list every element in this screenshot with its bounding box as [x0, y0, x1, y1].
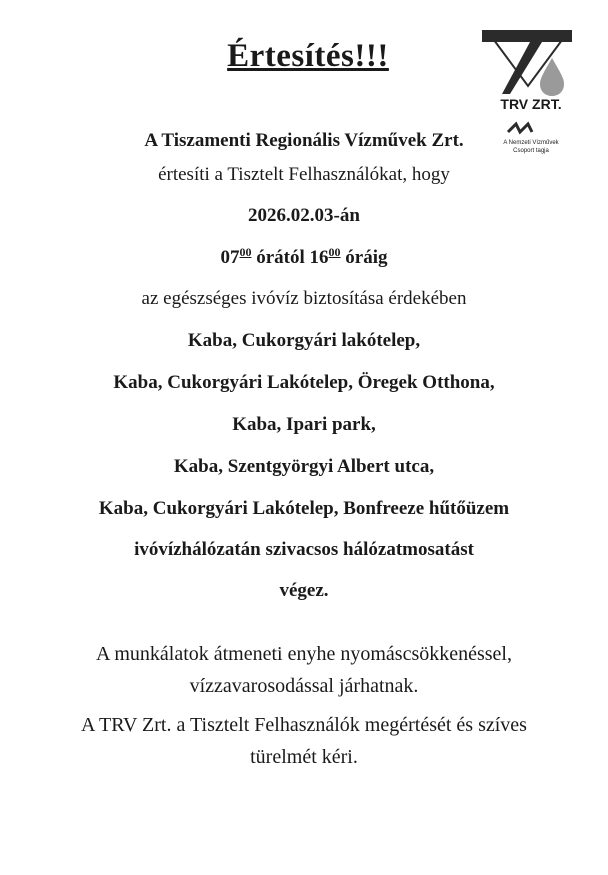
location-line: Kaba, Ipari park,	[232, 414, 376, 435]
purpose-text: az egészséges ivóvíz biztosítása érdekében	[141, 288, 467, 309]
closing-line-1: A TRV Zrt. a Tisztelt Felhasználók megértését és szíves	[81, 714, 527, 736]
logo-tagline-2: Csoport tagja	[513, 148, 549, 154]
time-end: óráig	[340, 247, 388, 268]
notice-time	[0, 245, 608, 269]
company-name: A Tiszamenti Regionális Vízművek Zrt.	[144, 130, 464, 151]
location-line: Kaba, Cukorgyári Lakótelep, Bonfreeze hűtőüzem	[98, 498, 510, 519]
action-text: ivóvízhálózatán szivacsos hálózatmosatást	[134, 539, 474, 560]
intro-text: értesíti a Tisztelt Felhasználókat, hogy	[158, 164, 450, 185]
time-from-hour: 07	[220, 247, 240, 268]
notice-date: 2026.02.03-án	[248, 205, 360, 226]
time-to-minutes: 00	[328, 245, 341, 259]
page-title: Értesítés!!!	[227, 38, 389, 74]
action-verb: végez.	[279, 580, 329, 601]
logo-tagline-1: A Nemzeti Vízművek	[503, 140, 559, 146]
time-from-minutes: 00	[239, 245, 252, 259]
logo-name: TRV ZRT.	[500, 96, 562, 112]
location-line: Kaba, Szentgyörgyi Albert utca,	[173, 456, 435, 477]
info-line-1: A munkálatok átmeneti enyhe nyomáscsökkenéssel,	[95, 643, 512, 665]
location-line: Kaba, Cukorgyári Lakótelep, Öregek Otthona,	[113, 372, 495, 393]
closing-line-2: türelmét kéri.	[250, 746, 358, 768]
time-middle: órától 16	[251, 247, 329, 268]
location-line: Kaba, Cukorgyári lakótelep,	[187, 330, 421, 351]
info-line-2: vízzavarosodással járhatnak.	[189, 675, 419, 697]
